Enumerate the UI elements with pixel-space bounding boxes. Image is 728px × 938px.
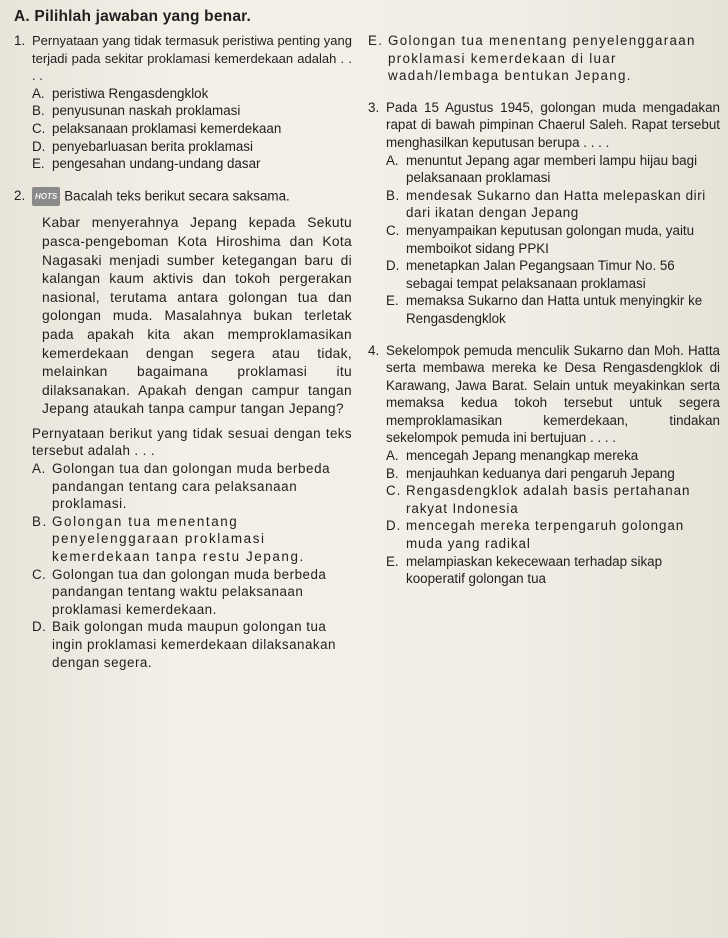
option-text: mencegah mereka terpengaruh golongan muda yang radikal <box>406 518 685 552</box>
question-3-option-c[interactable] <box>386 222 720 257</box>
question-2-question: Pernyataan berikut yang tidak sesuai dengan teks tersebut adalah . . . <box>32 425 352 459</box>
option-letter: E. <box>386 293 399 309</box>
question-1-option-b[interactable] <box>32 102 352 120</box>
left-column <box>14 32 352 675</box>
option-text: pengesahan undang-undang dasar <box>52 156 261 172</box>
option-text: Golongan tua menentang penyelenggaraan proklamasi kemerdekaan tanpa restu Jepang. <box>52 513 305 565</box>
option-letter: A. <box>386 448 399 464</box>
right-column <box>368 32 720 592</box>
question-4-option-e[interactable] <box>386 553 720 588</box>
option-letter: A. <box>32 461 46 477</box>
option-letter: A. <box>32 85 45 101</box>
option-text: Golongan tua dan golongan muda berbeda pandangan tentang waktu pelaksanaan proklamasi kemerdekaan. <box>52 566 327 617</box>
option-text: mencegah Jepang menangkap mereka <box>406 448 639 464</box>
question-4 <box>368 342 720 588</box>
question-2-option-c[interactable] <box>32 566 352 619</box>
option-letter: A. <box>386 152 399 168</box>
option-letter: C. <box>32 120 46 136</box>
option-text: memaksa Sukarno dan Hatta untuk menyingkir ke Rengasdengklok <box>406 293 703 326</box>
option-text: menyampaikan keputusan golongan muda, yaitu memboikot sidang PPKI <box>406 222 695 256</box>
question-4-number: 4. <box>368 342 380 358</box>
option-letter: B. <box>32 103 45 119</box>
question-1-number: 1. <box>14 33 26 48</box>
question-2-option-d[interactable] <box>32 618 352 671</box>
question-4-option-c[interactable] <box>386 482 720 517</box>
option-text: menuntut Jepang agar memberi lampu hijau bagi pelaksanaan proklamasi <box>406 152 698 186</box>
option-letter: B. <box>32 513 48 529</box>
question-3-number: 3. <box>368 99 380 115</box>
option-letter: C. <box>32 566 47 582</box>
option-text: menetapkan Jalan Pegangsaan Timur No. 56 sebagai tempat pelaksanaan proklamasi <box>406 258 675 291</box>
option-letter: C. <box>386 222 400 238</box>
question-2-option-a[interactable] <box>32 460 352 513</box>
question-1-option-c[interactable] <box>32 120 352 138</box>
option-text: Rengasdengklok adalah basis pertahanan rakyat Indonesia <box>406 483 691 516</box>
option-letter: E. <box>32 156 45 172</box>
question-2-number: 2. <box>14 187 26 203</box>
question-1-option-d[interactable] <box>32 138 352 156</box>
option-text: peristiwa Rengasdengklok <box>52 85 209 101</box>
question-2-option-e[interactable] <box>368 32 720 85</box>
question-3-option-e[interactable] <box>386 292 720 327</box>
option-letter: D. <box>386 258 400 274</box>
option-letter: D. <box>386 518 402 534</box>
question-4-option-b[interactable] <box>386 465 720 483</box>
option-text: menjauhkan keduanya dari pengaruh Jepang <box>406 465 675 481</box>
option-letter: D. <box>32 619 47 635</box>
question-3-stem: Pada 15 Agustus 1945, golongan muda mengadakan rapat di bawah pimpinan Chaerul Saleh. Rapat tersebut menghasilkan keputusan berupa . . . . <box>386 99 720 150</box>
question-4-stem: Sekelompok pemuda menculik Sukarno dan Moh. Hatta serta membawa mereka ke Desa Rengasdengklok di Karawang, Jawa Barat. Selain untuk meyakinkan serta memaksa kedua tokoh tersebut untuk segera memproklamasikan kemerdekaan, tindakan sekelompok pemuda ini bertujuan . . . . <box>386 342 720 446</box>
question-3-option-b[interactable] <box>386 187 720 222</box>
question-3-option-a[interactable] <box>386 152 720 187</box>
question-2-option-b[interactable] <box>32 513 352 566</box>
option-letter: B. <box>386 465 399 481</box>
option-letter: D. <box>32 138 46 154</box>
question-1-stem: Pernyataan yang tidak termasuk peristiwa penting yang terjadi pada sekitar proklamasi kemerdekaan adalah . . . . <box>32 33 352 84</box>
option-letter: B. <box>386 187 400 203</box>
question-1-option-a[interactable] <box>32 85 352 103</box>
question-1-option-e[interactable] <box>32 155 352 173</box>
option-text: penyusunan naskah proklamasi <box>52 103 241 119</box>
option-letter: C. <box>386 483 402 499</box>
question-1 <box>14 32 352 173</box>
option-text: pelaksanaan proklamasi kemerdekaan <box>52 120 282 136</box>
question-2-passage: Kabar menyerahnya Jepang kepada Sekutu pasca-pengeboman Kota Hiroshima dan Kota Nagasaki menjadi sumber ketegangan baru di kalangan kaum aktivis dan tokoh pergerakan nasional, terutama antara golongan tua dan golongan muda. Masalahnya bukan terletak pada apakah kita akan memproklamasikan kemerdekaan dengan segera atau tidak, melainkan bagaimana proklamasi itu dilaksanakan. Apakah dengan campur tangan Jepang ataukah tanpa campur tangan Jepang? <box>42 215 352 417</box>
option-text: penyebarluasan berita proklamasi <box>52 138 253 154</box>
option-text: melampiaskan kekecewaan terhadap sikap kooperatif golongan tua <box>406 553 663 587</box>
question-3 <box>368 99 720 328</box>
question-4-option-a[interactable] <box>386 447 720 465</box>
question-3-option-d[interactable] <box>386 257 720 292</box>
question-2-stem: Bacalah teks berikut secara saksama. <box>64 188 290 204</box>
option-text: Golongan tua menentang penyelenggaraan proklamasi kemerdekaan di luar wadah/lembaga bentukan Jepang. <box>388 33 696 84</box>
option-text: Golongan tua dan golongan muda berbeda pandangan tentang cara pelaksanaan proklamasi. <box>52 461 331 512</box>
hots-badge: HOTS <box>32 187 60 207</box>
section-title: A. Pilihlah jawaban yang benar. <box>14 8 252 25</box>
option-text: mendesak Sukarno dan Hatta melepaskan diri dari ikatan dengan Jepang <box>406 187 706 221</box>
option-letter: E. <box>386 553 399 569</box>
question-2 <box>14 187 352 671</box>
option-text: Baik golongan muda maupun golongan tua ingin proklamasi kemerdekaan dilaksanakan dengan segera. <box>52 619 336 670</box>
question-2-heading <box>32 187 352 207</box>
option-letter: E. <box>368 33 384 48</box>
question-4-option-d[interactable] <box>386 517 720 552</box>
